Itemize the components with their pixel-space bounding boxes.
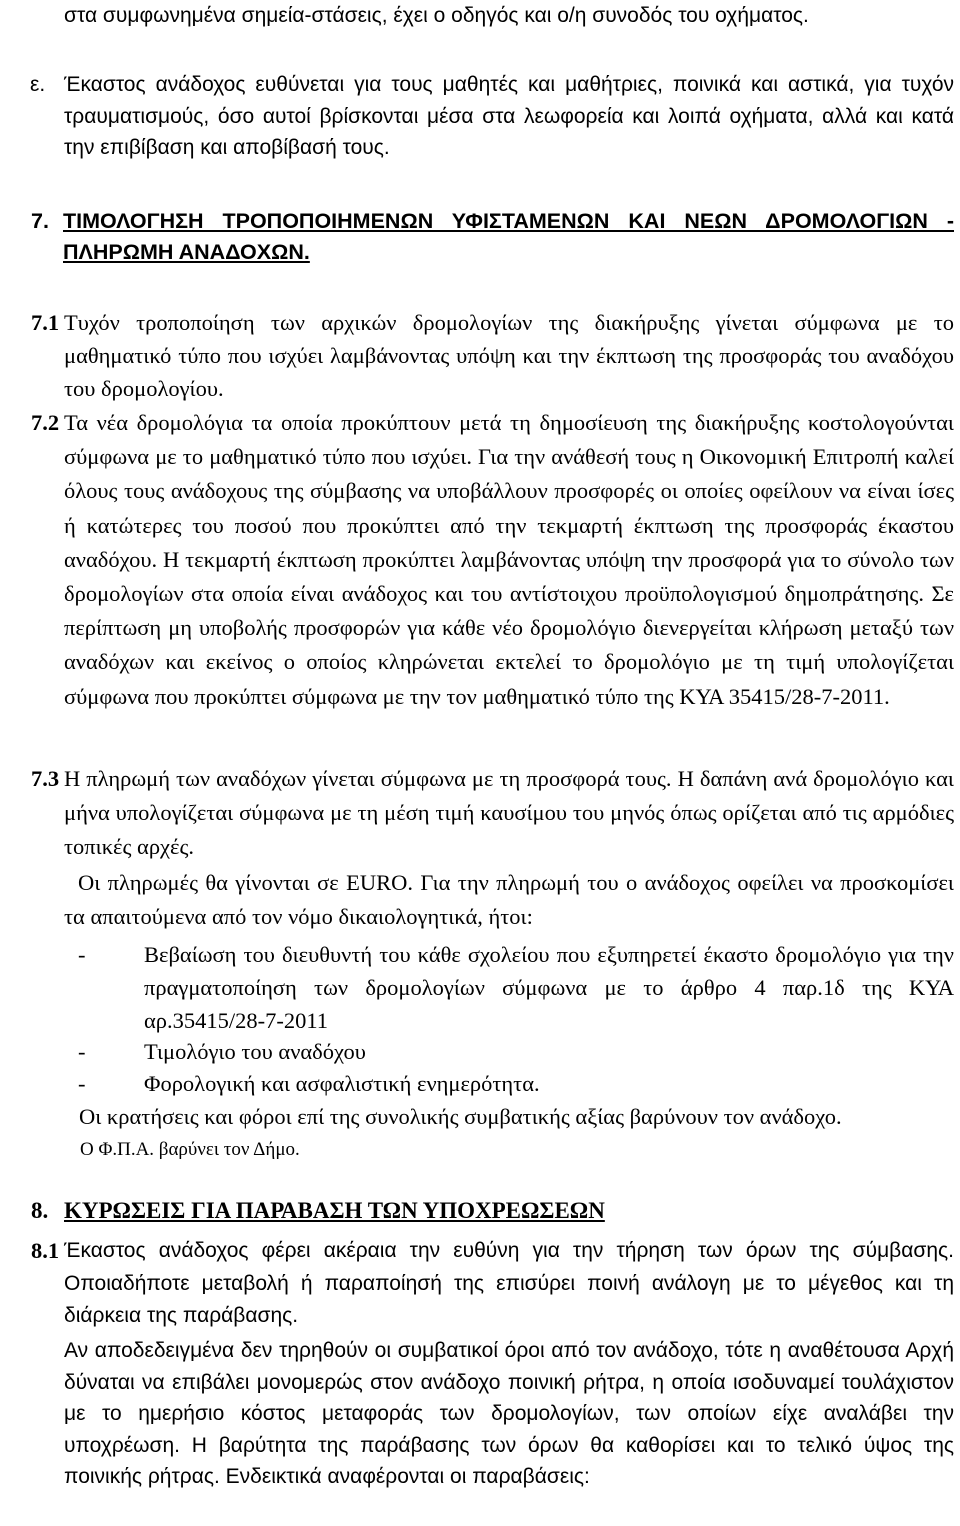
paragraph-7-2-number: 7.2 — [31, 410, 60, 435]
paragraph-8-1-continuation: Αν αποδεδειγμένα δεν τηρηθούν οι συμβατικοί όροι από τον ανάδοχο, τότε η αναθέτουσα Αρχή δύναται να επιβάλει μονομερώς στον ανάδοχο ποινική ρήτρα, η οποία ισοδυναμεί τουλάχιστον με το ημερήσιο κόστος μεταφοράς των δρομολογίων, των οποίων είχε αναλάβει την υποχρέωση. Η βαρύτητα της παράβασης των όρων θα καθορίσει και το τελικό ύψος της ποινικής ρήτρας. Ενδεικτικά αναφέρονται οι παραβάσεις: — [64, 1339, 954, 1488]
paragraph-8-1-text: Έκαστος ανάδοχος φέρει ακέραια την ευθύνη για την τήρηση των όρων της σύμβασης. Οποιαδήποτε μεταβολή ή παραποίησή της επισύρει ποινή ανάλογη με το μέγεθος και τη διάρκεια της παράβασης. — [64, 1239, 954, 1327]
list-dash: - — [78, 942, 86, 967]
intro-continuation: στα συμφωνημένα σημεία-στάσεις, έχει ο οδηγός και ο/η συνοδός του οχήματος. — [64, 4, 809, 27]
section-8-title: ΚΥΡΩΣΕΙΣ ΓΙΑ ΠΑΡΑΒΑΣΗ ΤΩΝ ΥΠΟΧΡΕΩΣΕΩΝ — [64, 1198, 605, 1223]
list-item: Τιμολόγιο του αναδόχου — [144, 1039, 366, 1064]
paragraph-7-1-text: Τυχόν τροποποίηση των αρχικών δρομολογίων της διακήρυξης γίνεται σύμφωνα με το μαθηματικό τύπο που ισχύει λαμβάνοντας υπόψη και την έκπτωση της προσφοράς του αναδόχου του δρομολογίου. — [64, 310, 954, 401]
paragraph-7-3-number: 7.3 — [31, 766, 60, 791]
paragraph-7-3-text: Η πληρωμή των αναδόχων γίνεται σύμφωνα με τη προσφορά τους. Η δαπάνη ανά δρομολόγιο και μήνα υπολογίζεται σύμφωνα με τη μέση τιμή καυσίμου του μηνός όπως ορίζεται από τις αρμόδιες τοπικές αρχές. — [64, 766, 954, 859]
list-item: Βεβαίωση του διευθυντή του κάθε σχολείου που εξυπηρετεί έκαστο δρομολόγιο για την πραγματοποίηση των δρομολογίων σύμφωνα με το άρθρο 4 παρ.1δ της ΚΥΑ αρ.35415/28-7-2011 — [144, 942, 954, 1033]
payment-euro-text: Οι πληρωμές θα γίνονται σε EURO. Για την πληρωμή του ο ανάδοχος οφείλει να προσκομίσει τα απαιτούμενα από τον νόμο δικαιολογητικά, ήτοι: — [64, 870, 954, 929]
list-item: Φορολογική και ασφαλιστική ενημερότητα. — [144, 1071, 540, 1096]
list-dash: - — [78, 1039, 86, 1064]
section-8-number: 8. — [31, 1198, 49, 1223]
paragraph-8-1-number: 8.1 — [31, 1238, 60, 1263]
section-7-title: ΤΙΜΟΛΟΓΗΣΗ ΤΡΟΠΟΠΟΙΗΜΕΝΩΝ ΥΦΙΣΤΑΜΕΝΩΝ ΚΑΙ ΝΕΩΝ ΔΡΟΜΟΛΟΓΙΩΝ - ΠΛΗΡΩΜΗ ΑΝΑΔΟΧΩΝ. — [63, 209, 954, 264]
paragraph-7-2-text: Τα νέα δρομολόγια τα οποία προκύπτουν μετά τη δημοσίευση της διακήρυξης κοστολογούνται σύμφωνα με το μαθηματικό τύπο που ισχύει. Για την ανάθεσή τους η Οικονομική Επιτροπή καλεί όλους τους ανάδοχους της σύμβασης να υποβάλλουν προσφορές οι οποίες οφείλουν να είναι ίσες ή κατώτερες του ποσού που προκύπτει από την τεκμαρτή έκπτωση της προσφοράς έκαστου αναδόχου. Η τεκμαρτή έκπτωση προκύπτει λαμβάνοντας υπόψη την προσφορά για το σύνολο των δρομολογίων στα οποία είναι ανάδοχος και του αντίστοιχου προϋπολογισμού δημοπράτησης. Σε περίπτωση μη υποβολής προσφορών για κάθε νέο δρομολόγιο διενεργείται κλήρωση μεταξύ των αναδόχων και εκείνος ο οποίος κληρώνεται εκτελεί το δρομολόγιο με τη τιμή υπολογίζεται σύμφωνα που προκύπτει σύμφωνα με την τον μαθηματικό τύπο της ΚΥΑ 35415/28-7-2011. — [64, 410, 954, 709]
item-marker-e: ε. — [30, 73, 46, 96]
item-e-text: Έκαστος ανάδοχος ευθύνεται για τους μαθητές και μαθήτριες, ποινικά και αστικά, για τυχόν τραυματισμούς, όσο αυτοί βρίσκονται μέσα στα λεωφορεία και λοιπά οχήματα, αλλά και κατά την επιβίβαση και αποβίβασή τους. — [64, 73, 954, 159]
section-7-number: 7. — [31, 209, 49, 233]
paragraph-7-1-number: 7.1 — [31, 310, 60, 335]
vat-note: Ο Φ.Π.Α. βαρύνει τον Δήμο. — [80, 1139, 300, 1160]
list-dash: - — [78, 1071, 86, 1096]
taxes-note: Οι κρατήσεις και φόροι επί της συνολικής συμβατικής αξίας βαρύνουν τον ανάδοχο. — [79, 1104, 842, 1129]
